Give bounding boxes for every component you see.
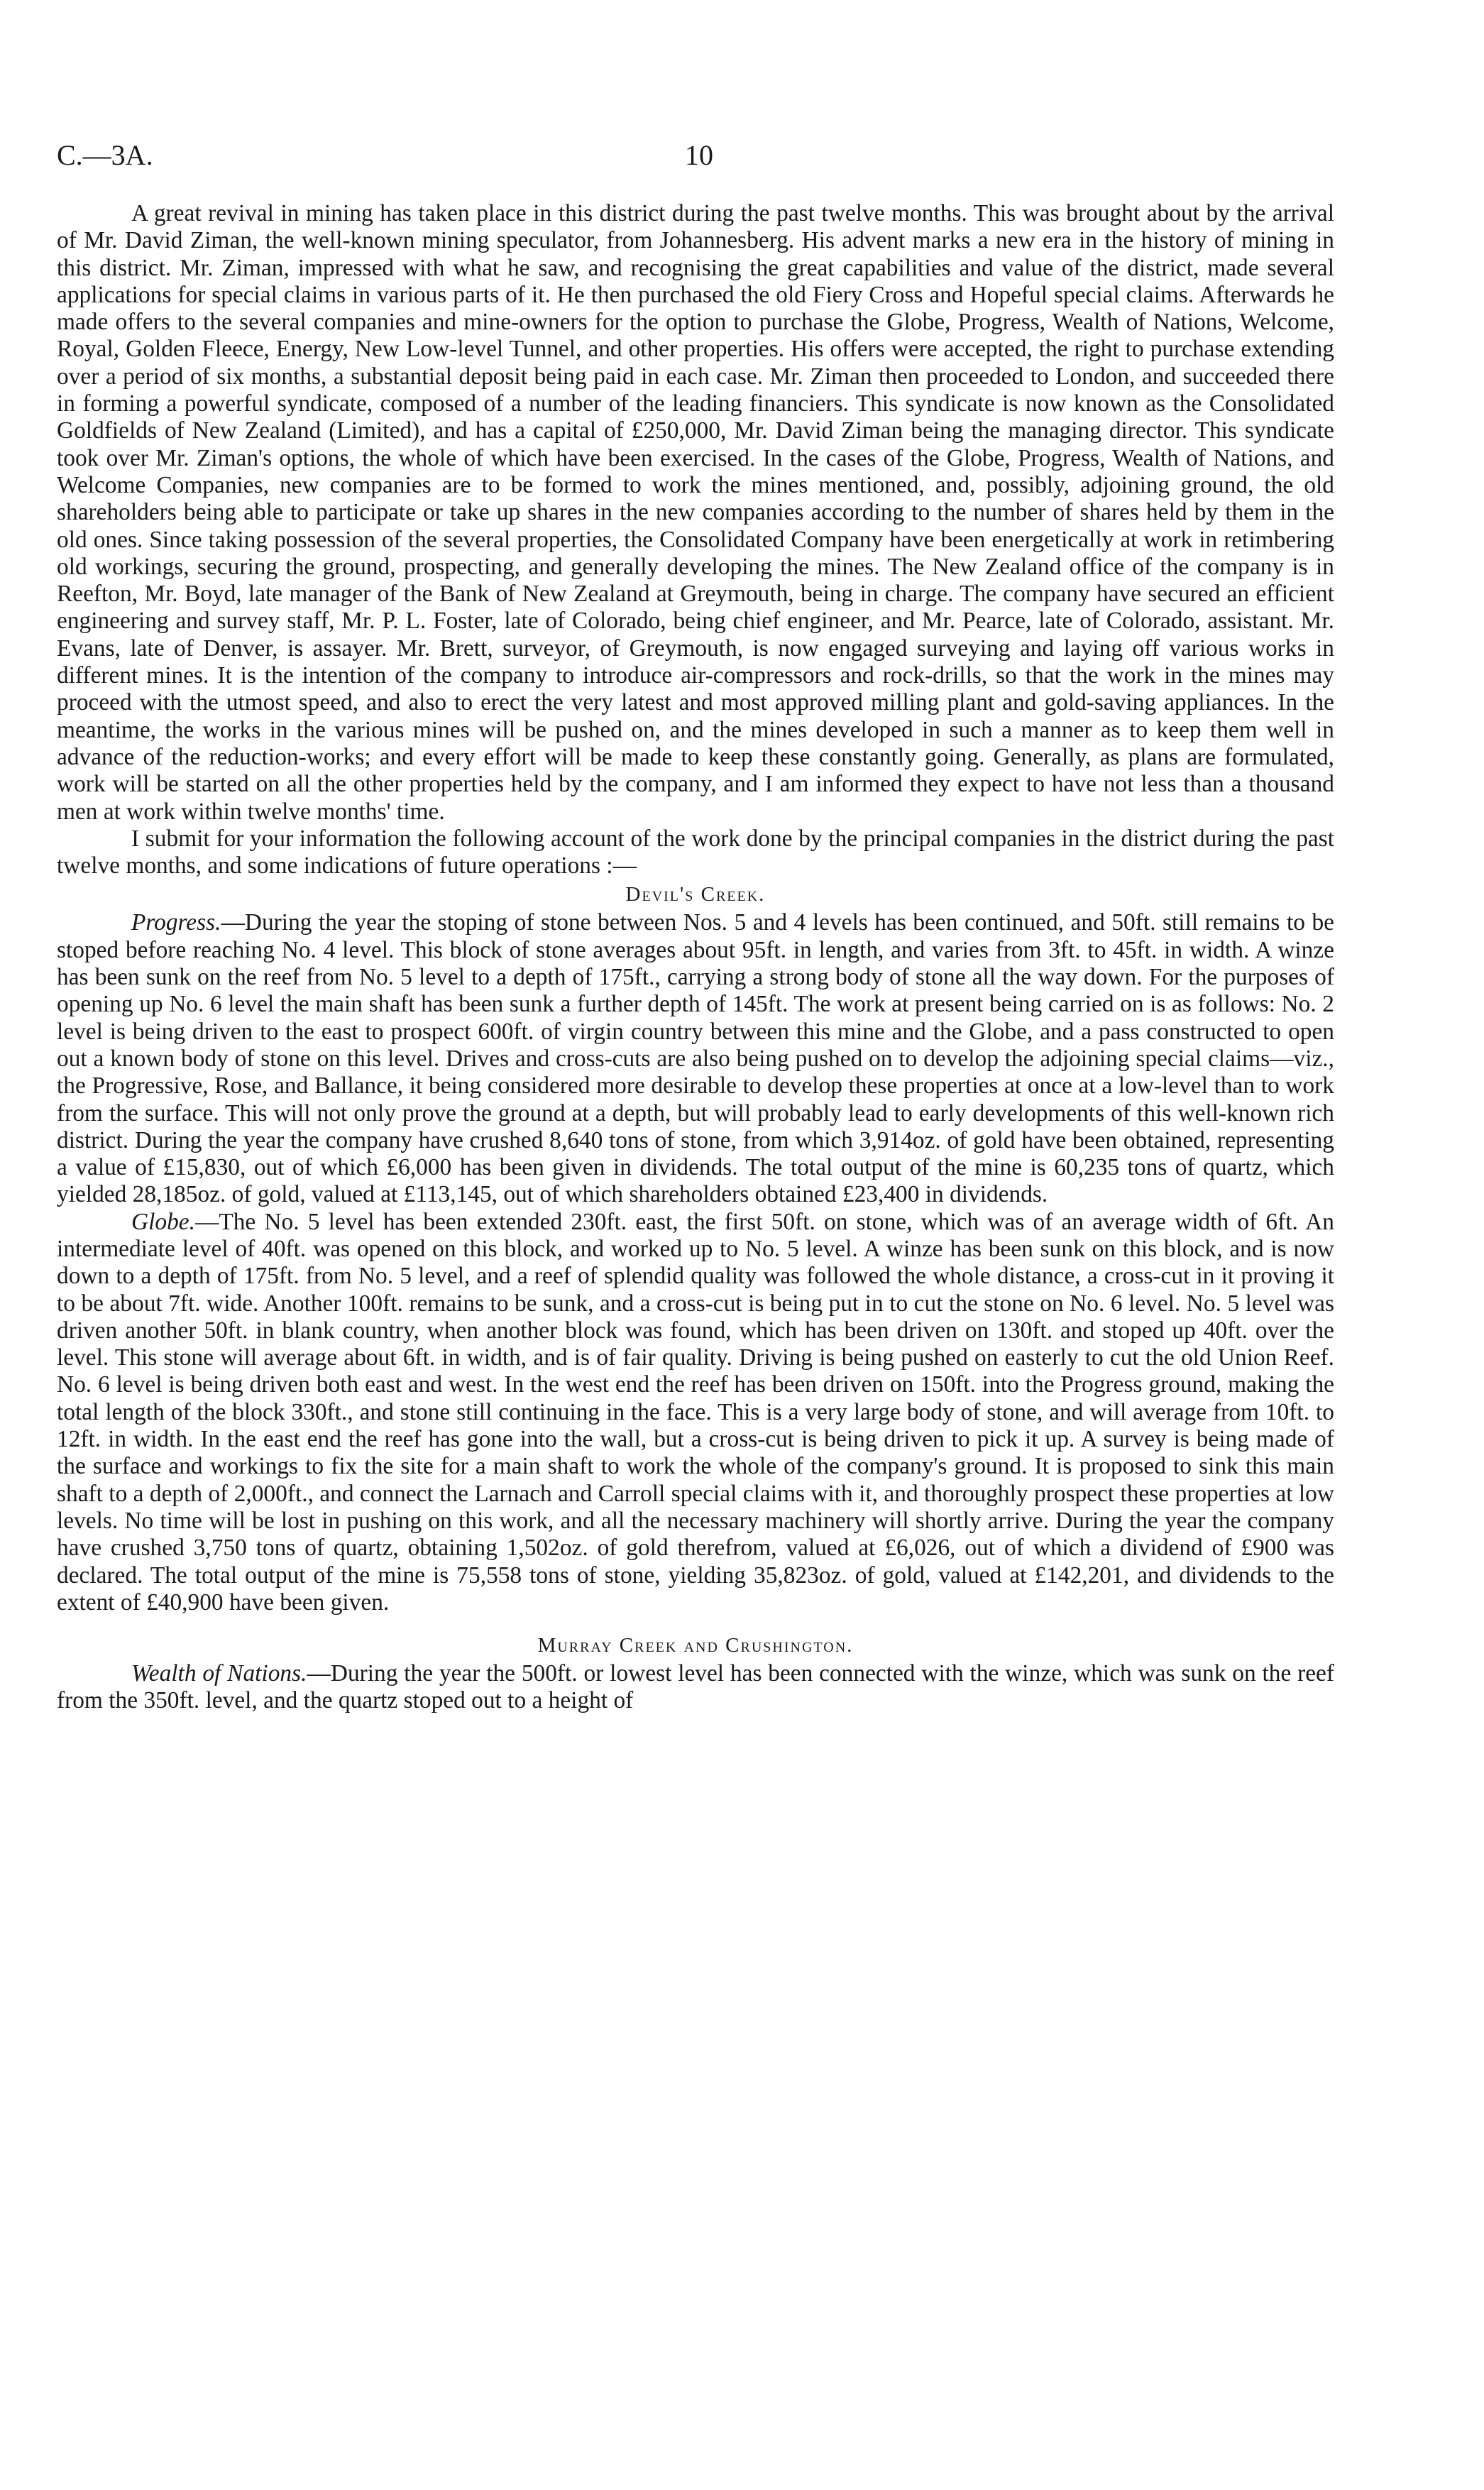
paragraph-globe: [57, 1209, 1334, 1616]
page-number: 10: [685, 139, 713, 171]
globe-lead: Globe.: [131, 1208, 195, 1235]
paragraph-account-intro: I submit for your information the following account of the work done by the principal companies in the district during the past twelve months, and some indications of future operations :—: [57, 825, 1334, 879]
progress-body: —During the year the stoping of stone between Nos. 5 and 4 levels has been continued, and 50ft. still remains to be stoped before reaching No. 4 level. This block of stone averages about 95ft. in length, and varies from 3ft. to 45ft. in width. A winze has been sunk on the reef from No. 5 level to a depth of 175ft., carrying a strong body of stone all the way down. For the purposes of opening up No. 6 level the main shaft has been sunk a further depth of 145ft. The work at present being carried on is as follows: No. 2 level is being driven to the east to prospect 600ft. of virgin country between this mine and the Globe, and a pass constructed to open out a known body of stone on this level. Drives and cross-cuts are also being pushed on to develop the adjoining special claims—viz., the Progressive, Rose, and Ballance, it being considered more desirable to develop these properties at once at a low-level than to work from the surface. This will not only prove the ground at a depth, but will probably lead to early developments of this well-known rich district. During the year the company have crushed 8,640 tons of stone, from which 3,914oz. of gold have been obtained, representing a value of £15,830, out of which £6,000 has been given in dividends. The total output of the mine is 60,235 tons of quartz, which yielded 28,185oz. of gold, valued at £113,145, out of which shareholders obtained £23,400 in dividends.: [57, 909, 1334, 1208]
wealth-lead: Wealth of Nations.: [131, 1660, 307, 1687]
document-body: [57, 200, 1334, 1715]
paragraph-progress: [57, 909, 1334, 1208]
paragraph-wealth-of-nations: [57, 1660, 1334, 1715]
paragraph-mining-revival: A great revival in mining has taken place in this district during the past twelve months. This was brought about by the arrival of Mr. David Ziman, the well-known mining speculator, from Johannesberg. His advent marks a new era in the history of mining in this district. Mr. Ziman, impressed with what he saw, and recognising the great capabilities and value of the district, made several applications for special claims in various parts of it. He then purchased the old Fiery Cross and Hopeful special claims. Afterwards he made offers to the several companies and mine-owners for the option to purchase the Globe, Progress, Wealth of Nations, Welcome, Royal, Golden Fleece, Energy, New Low-level Tunnel, and other properties. His offers were accepted, the right to purchase extending over a period of six months, a substantial deposit being paid in each case. Mr. Ziman then proceeded to London, and succeeded there in forming a powerful syndicate, composed of a number of the leading financiers. This syndicate is now known as the Consolidated Goldfields of New Zealand (Limited), and has a capital of £250,000, Mr. David Ziman being the managing director. This syndicate took over Mr. Ziman's options, the whole of which have been exercised. In the cases of the Globe, Progress, Wealth of Nations, and Welcome Companies, new companies are to be formed to work the mines mentioned, and, possibly, adjoining ground, the old shareholders being able to participate or take up shares in the new companies according to the number of shares held by them in the old ones. Since taking possession of the several properties, the Consolidated Company have been energetically at work in retimbering old workings, securing the ground, prospecting, and generally developing the mines. The New Zealand office of the company is in Reefton, Mr. Boyd, late manager of the Bank of New Zealand at Greymouth, being in charge. The company have secured an efficient engineering and survey staff, Mr. P. L. Foster, late of Colorado, being chief engineer, and Mr. Pearce, late of Colorado, assistant. Mr. Evans, late of Denver, is assayer. Mr. Brett, surveyor, of Greymouth, is now engaged surveying and laying off various works in different mines. It is the intention of the company to introduce air-compressors and rock-drills, so that the work in the mines may proceed with the utmost speed, and also to erect the very latest and most approved milling plant and gold-saving appliances. In the meantime, the works in the various mines will be pushed on, and the mines developed in such a manner as to keep them well in advance of the reduction-works; and every effort will be made to keep these constantly going. Generally, as plans are formulated, work will be started on all the other properties held by the company, and I am informed they expect to have not less than a thousand men at work within twelve months' time.: [57, 200, 1334, 825]
report-reference: C.—3A.: [57, 139, 153, 171]
wealth-body: —During the year the 500ft. or lowest level has been connected with the winze, which was sunk on the reef from the 350ft. level, and the quartz stoped out to a height of: [57, 1660, 1334, 1714]
section-heading-devils-creek: Devil's Creek.: [625, 883, 766, 906]
progress-lead: Progress.: [131, 909, 221, 936]
globe-body: —The No. 5 level has been extended 230ft. east, the first 50ft. on stone, which was of an average width of 6ft. An intermediate level of 40ft. was opened on this block, and worked up to No. 5 level. A winze has been sunk on this block, and is now down to a depth of 175ft. from No. 5 level, and a reef of splendid quality was followed the whole distance, a cross-cut in it proving it to be about 7ft. wide. Another 100ft. remains to be sunk, and a cross-cut is being put in to cut the stone on No. 6 level. No. 5 level was driven another 50ft. in blank country, when another block was found, which has been driven on 130ft. and stoped up 40ft. over the level. This stone will average about 6ft. in width, and is of fair quality. Driving is being pushed on easterly to cut the old Union Reef. No. 6 level is being driven both east and west. In the west end the reef has been driven on 150ft. into the Progress ground, making the total length of the block 330ft., and stone still continuing in the face. This is a very large body of stone, and will average from 10ft. to 12ft. in width. In the east end the reef has gone into the wall, but a cross-cut is being driven to pick it up. A survey is being made of the surface and workings to fix the site for a main shaft to work the whole of the company's ground. It is proposed to sink this main shaft to a depth of 2,000ft., and connect the Larnach and Carroll special claims with it, and thoroughly prospect these properties at low levels. No time will be lost in pushing on this work, and all the necessary machinery will shortly arrive. During the year the company have crushed 3,750 tons of quartz, obtaining 1,502oz. of gold therefrom, valued at £6,026, out of which a dividend of £900 was declared. The total output of the mine is 75,558 tons of stone, yielding 35,823oz. of gold, valued at £142,201, and dividends to the extent of £40,900 have been given.: [57, 1208, 1334, 1616]
section-heading-murray-creek: Murray Creek and Crushington.: [537, 1634, 854, 1657]
